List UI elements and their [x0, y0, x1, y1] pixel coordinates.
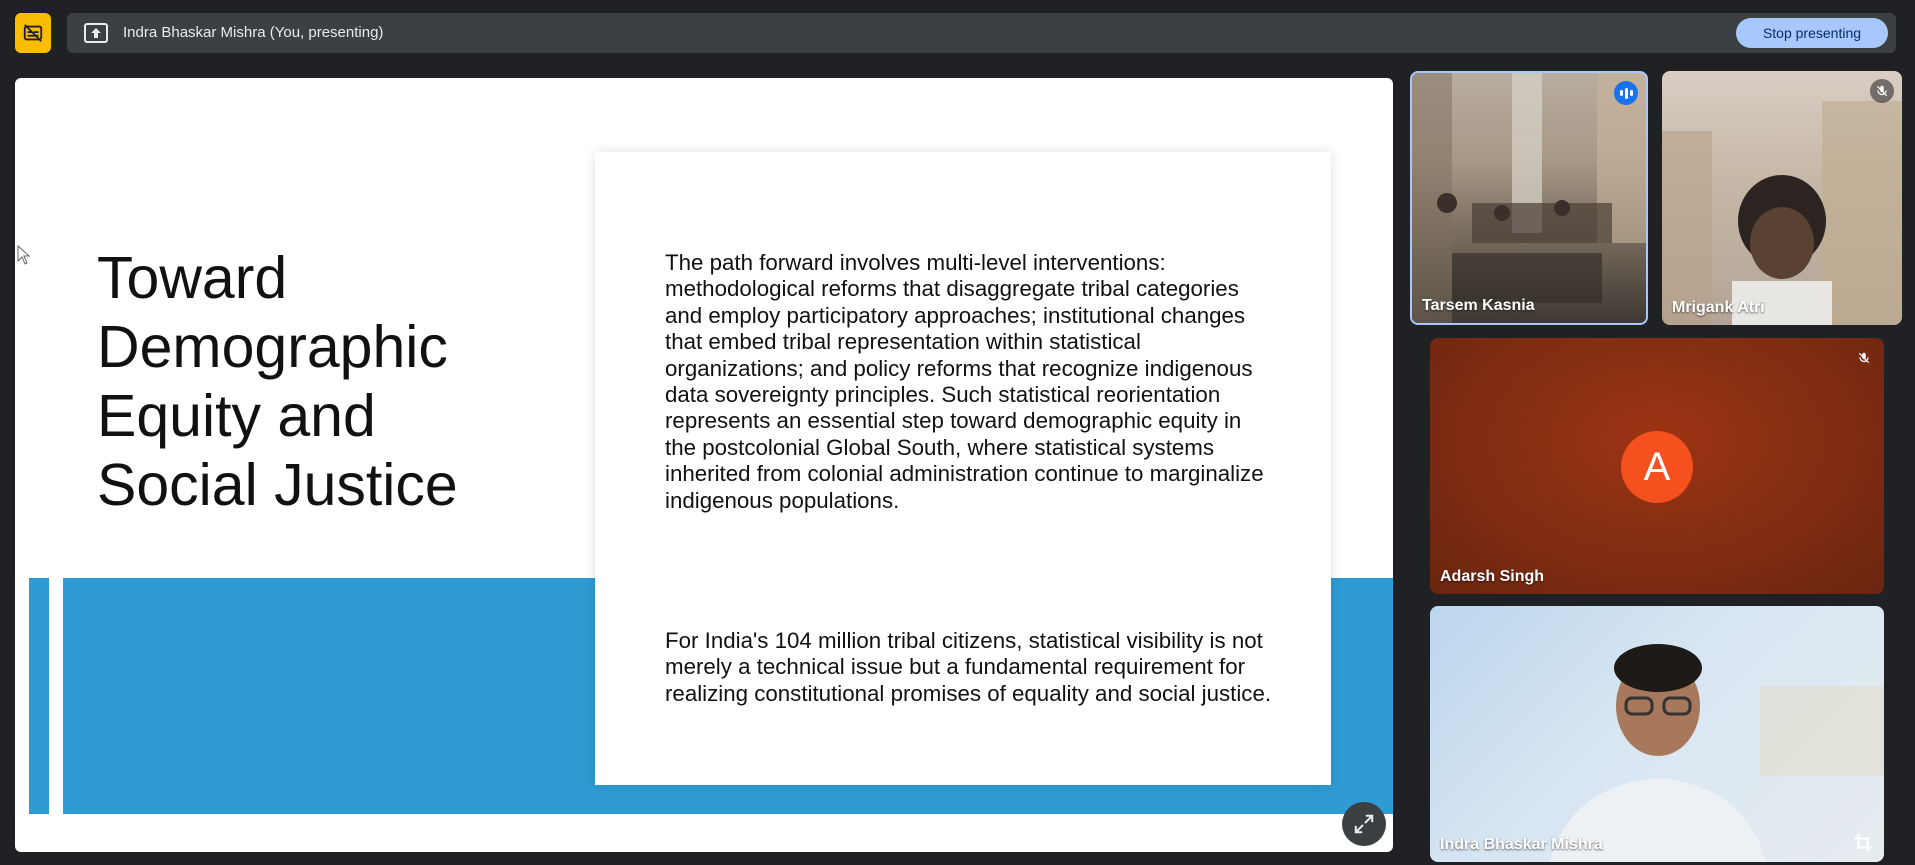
- slide-paragraph-1: The path forward involves multi-level interventions: methodological reforms that disaggregate tribal categories and employ participatory approaches; institutional changes that embed tribal representation within statistical organizations; and policy reforms that recognize indigenous data sovereignty principles. Such statistical reorientation represents an essential step toward demographic equity in the postcolonial Global South, where statistical systems inherited from colonial administration continue to marginalize indigenous populations.: [665, 250, 1264, 513]
- participant-tile-mrigank-atri[interactable]: [1662, 71, 1902, 325]
- mic-off-icon: [1870, 79, 1894, 103]
- fullscreen-button[interactable]: [1342, 802, 1386, 846]
- mouse-cursor-icon: [17, 245, 31, 265]
- captions-off-icon: [22, 22, 44, 44]
- captions-toggle-button[interactable]: [15, 13, 51, 53]
- present-to-all-icon: [84, 23, 108, 43]
- participant-name: Indra Bhaskar Mishra: [1440, 836, 1603, 853]
- reframe-icon[interactable]: [1852, 832, 1874, 854]
- classroom-video-feed: [1412, 73, 1646, 323]
- expand-icon: [1353, 813, 1375, 835]
- participant-video-feed: [1662, 71, 1902, 325]
- participant-name: Tarsem Kasnia: [1422, 297, 1535, 314]
- presentation-slide: [15, 78, 1393, 852]
- mic-off-icon: [1852, 346, 1876, 370]
- slide-paragraph-2: For India's 104 million tribal citizens, statistical visibility is not merely a technical issue but a fundamental requirement for realizing constitutional promises of equality and social justice.: [665, 628, 1272, 706]
- presenter-label: Indra Bhaskar Mishra (You, presenting): [123, 24, 384, 41]
- participant-tile-adarsh-singh[interactable]: [1430, 338, 1884, 594]
- participant-tile-self[interactable]: [1430, 606, 1884, 862]
- presentation-bar: [67, 13, 1896, 53]
- speaking-indicator-icon: [1614, 81, 1638, 105]
- participant-name: Adarsh Singh: [1440, 568, 1545, 585]
- participant-name: Mrigank Atri: [1672, 299, 1765, 316]
- participant-tile-tarsem-kasnia[interactable]: [1410, 71, 1648, 325]
- slide-text-card: [595, 152, 1331, 785]
- self-video-feed: [1430, 606, 1884, 862]
- slide-accent-stripe: [29, 578, 49, 814]
- slide-title: Toward Demographic Equity and Social Justice: [97, 245, 458, 518]
- avatar: A: [1621, 431, 1693, 503]
- stop-presenting-button[interactable]: Stop presenting: [1736, 18, 1888, 48]
